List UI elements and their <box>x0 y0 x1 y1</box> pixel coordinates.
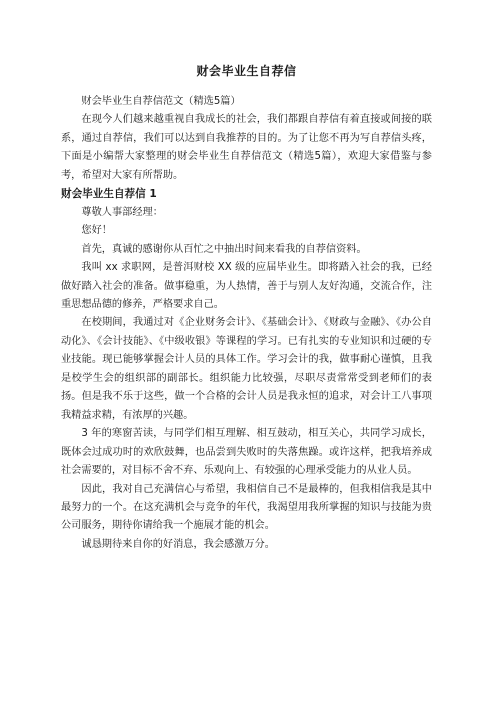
document-title: 财会毕业生自荐信 <box>196 64 297 78</box>
letter-paragraph: 3 年的寒窗苦读，与同学们相互理解、相互鼓动，相互关心，共同学习成长，既体会过成功时的欢欣鼓舞，也品尝到失败时的失落焦躁。或许这样，把我培养成社会需要的，对目标不舍不弃、乐观向上、有较强的心理承受能力的从业人员。 <box>61 428 432 477</box>
letter-salutation: 尊敬人事部经理： <box>81 206 163 218</box>
subtitle-paragraph: 财会毕业生自荐信范文（精选5篇） <box>81 96 241 107</box>
letter-greeting: 您好！ <box>81 225 112 237</box>
letter-paragraph: 首先，真诚的感谢你从百忙之中抽出时间来看我的自荐信资料。 <box>81 243 367 255</box>
letter-paragraph: 我叫 xx 求职网，是普洱财校 XX 级的应届毕业生。即将踏入社会的我，已经做好踏入社会的准备。做事稳重，为人热情，善于与别人友好沟通，交流合作，注重思想品德的修养，严格要求自己。 <box>61 262 432 310</box>
letter-closing: 诚恳期待来自你的好消息，我会感激万分。 <box>81 538 275 550</box>
letter-paragraph: 因此，我对自己充满信心与希望，我相信自己不是最棒的，但我相信我是其中最努力的一个。在这充满机会与竞争的年代，我渴望用我所掌握的知识与技能为贵公司服务，期待你请给我一个施展才能的机会。 <box>61 483 432 532</box>
letter-paragraph: 在校期间，我通过对《企业财务会计》、《基础会计》、《财政与金融》、《办公自动化》、《会计技能》、《中级收银》等课程的学习。已有扎实的专业知识和过硬的专业技能。现已能够掌握会计人员的具体工作。学习会计的我，做事耐心谨慎，且我是校学生会的组织部的副部长。组织能力比较强，尽职尽责常常受到老师们的表扬。但是我不乐于这些，做一个合格的会计人员是我永恒的追求，对会计工八事项我精益求精，有浓厚的兴趣。 <box>61 317 432 421</box>
intro-paragraph: 在现今人们越来越重视自我成长的社会，我们都跟自荐信有着直接或间接的联系，通过自荐信，我们可以达到自我推荐的目的。为了让您不再为写自荐信头疼，下面是小编帮大家整理的财会毕业生自荐信范文（精选5篇），欢迎大家借鉴与参考，希望对大家有所帮助。 <box>61 114 432 181</box>
section-heading: 财会毕业生自荐信 1 <box>61 188 157 201</box>
